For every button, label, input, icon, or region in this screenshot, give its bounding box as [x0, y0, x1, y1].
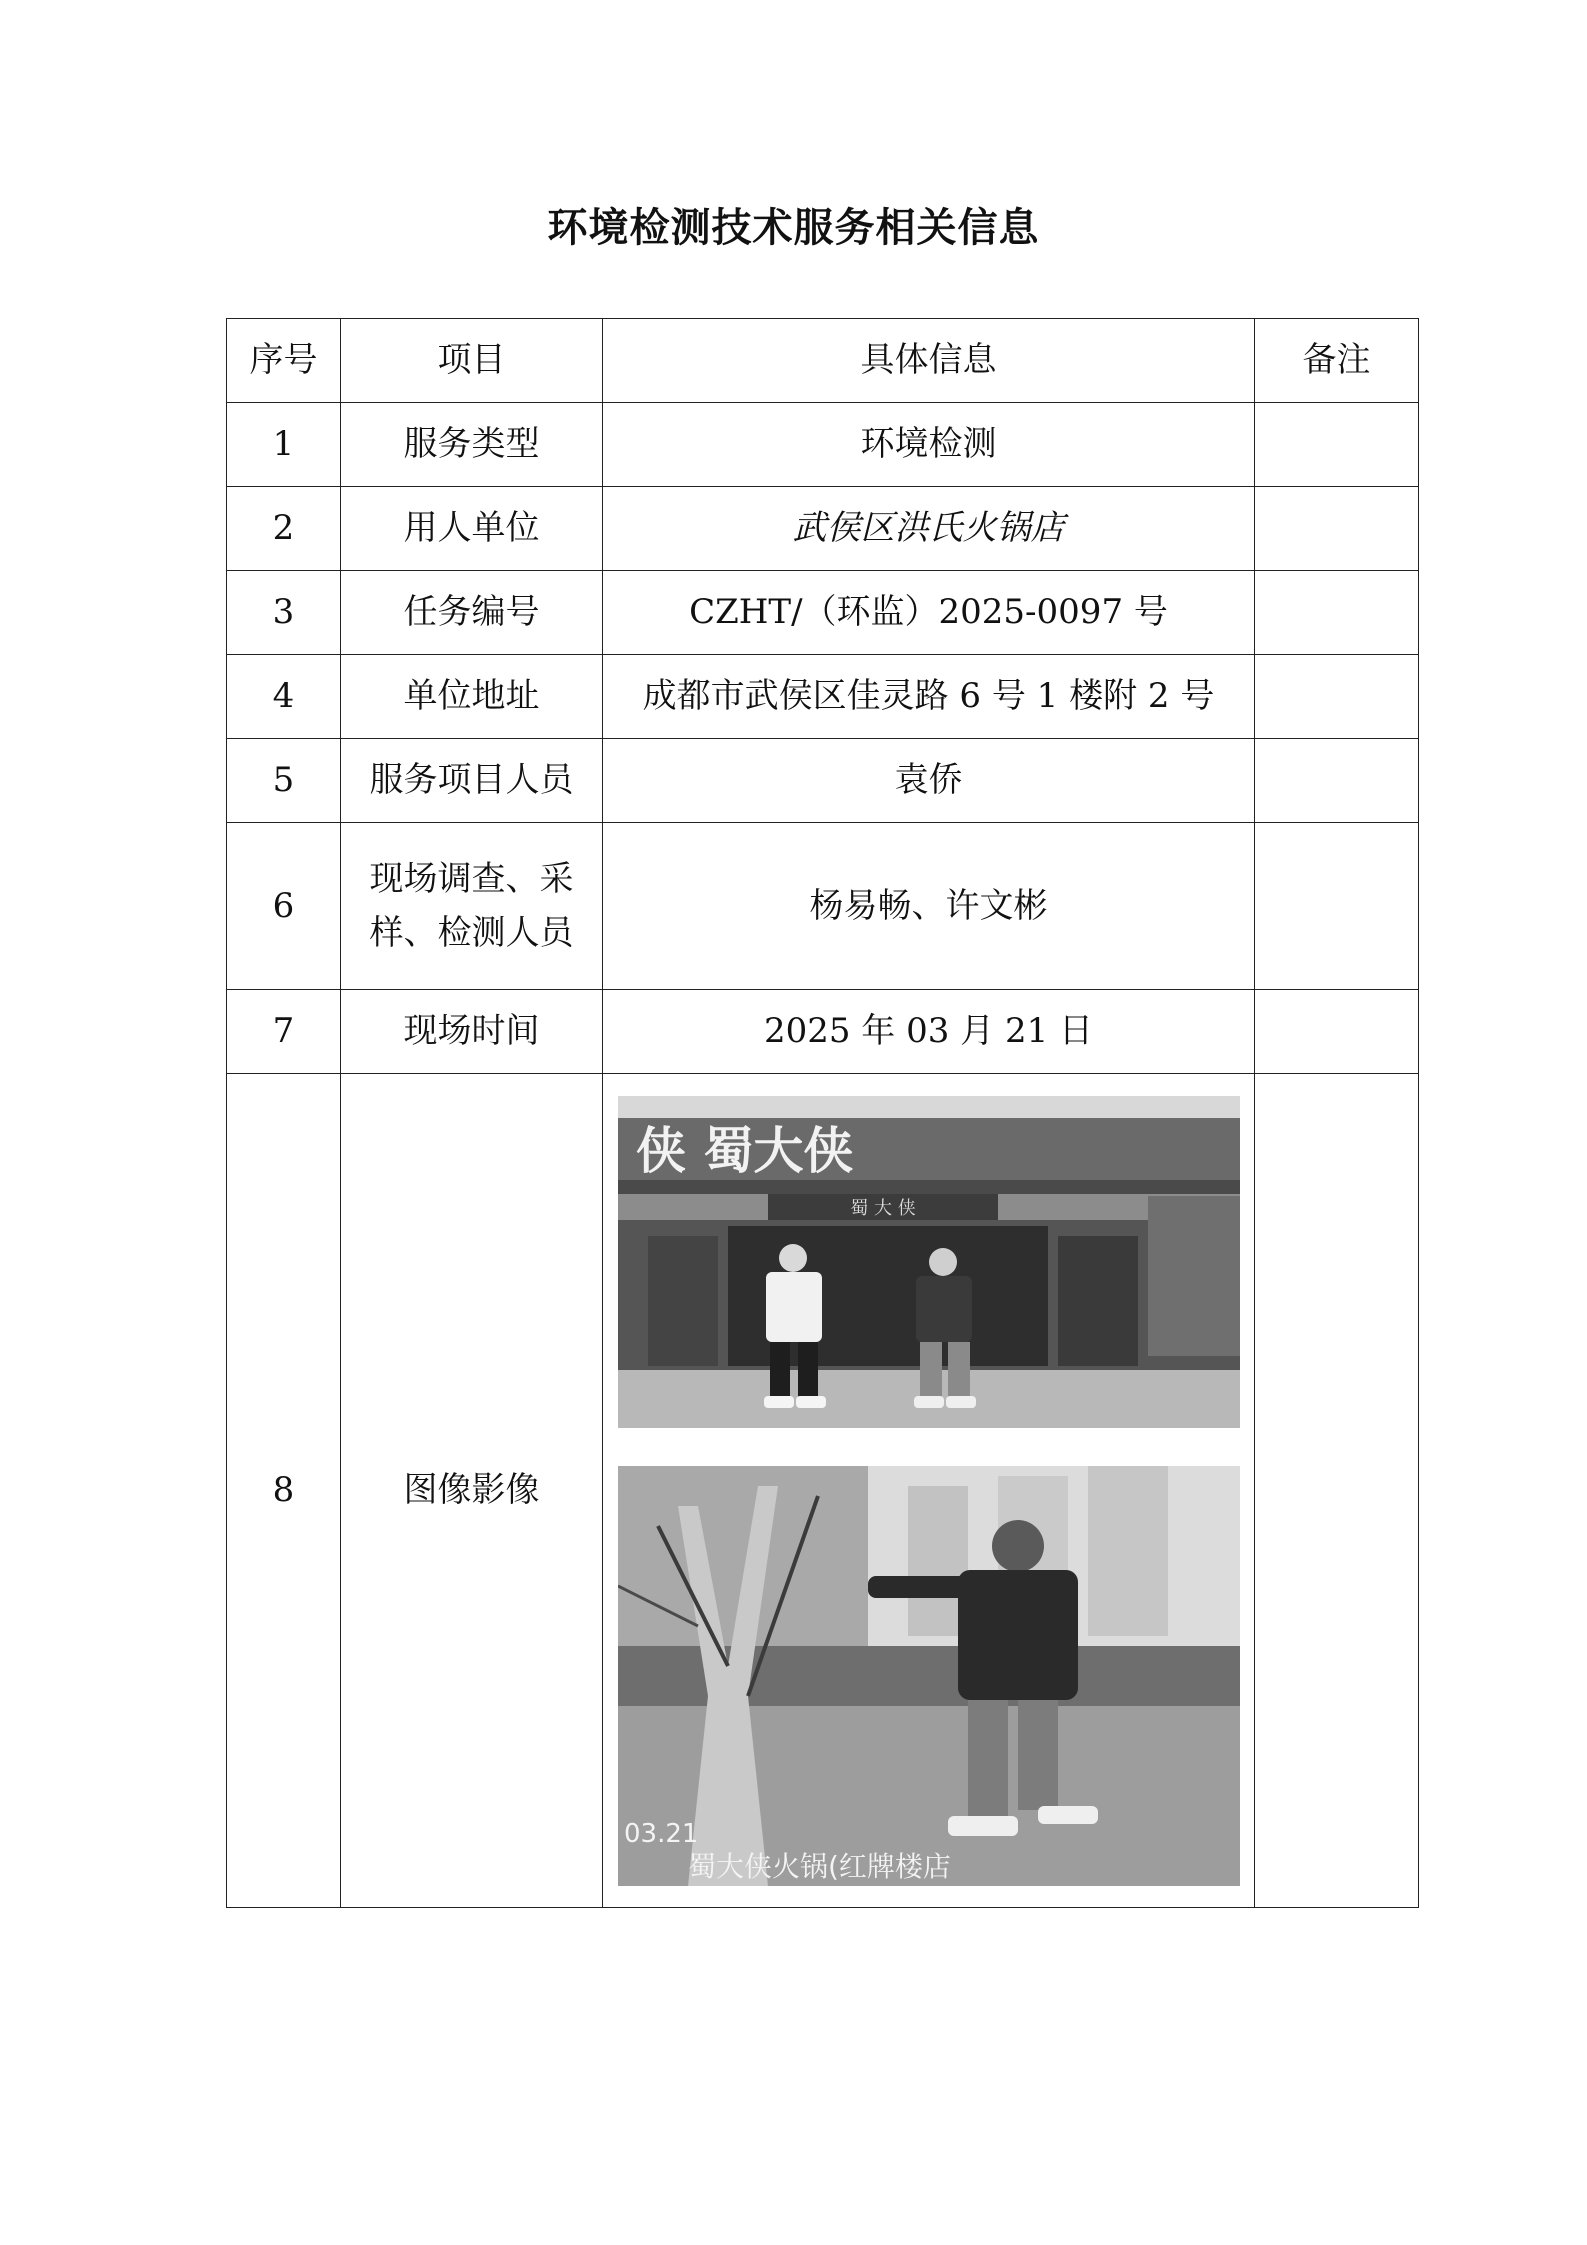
row-item: 任务编号	[341, 571, 603, 655]
row-remark	[1255, 823, 1419, 990]
row-info: 杨易畅、许文彬	[603, 823, 1255, 990]
row-item-line2: 样、检测人员	[369, 913, 574, 953]
row-item: 服务项目人员	[341, 739, 603, 823]
row-info: 环境检测	[603, 403, 1255, 487]
row-no: 2	[227, 487, 341, 571]
row-item: 单位地址	[341, 655, 603, 739]
row-item: 用人单位	[341, 487, 603, 571]
row-info: 武侯区洪氏火锅店	[603, 487, 1255, 571]
row-remark	[1255, 403, 1419, 487]
header-remark: 备注	[1255, 319, 1419, 403]
row-no: 1	[227, 403, 341, 487]
storefront-photo	[618, 1096, 1240, 1428]
row-remark	[1255, 487, 1419, 571]
table-row	[227, 739, 1419, 823]
row-item-line1: 现场调查、采	[369, 858, 574, 899]
table-row	[227, 403, 1419, 487]
table-row	[227, 990, 1419, 1074]
row-item	[341, 823, 603, 990]
row-remark	[1255, 655, 1419, 739]
sampling-photo	[618, 1466, 1240, 1886]
row-item: 现场时间	[341, 990, 603, 1074]
row-item: 服务类型	[341, 403, 603, 487]
photo-timestamp: 03.21	[623, 1818, 698, 1849]
table-row	[227, 823, 1419, 990]
row-no: 3	[227, 571, 341, 655]
sign-text: 侠 蜀大侠	[635, 1121, 853, 1180]
row-remark	[1255, 571, 1419, 655]
row-remark	[1255, 1074, 1419, 1908]
subsign-text: 蜀 大 侠	[849, 1197, 916, 1219]
document-title: 环境检测技术服务相关信息	[547, 205, 1040, 251]
header-no: 序号	[227, 319, 341, 403]
row-no: 8	[227, 1074, 341, 1908]
row-info-photos	[603, 1074, 1255, 1908]
header-item: 项目	[341, 319, 603, 403]
row-remark	[1255, 990, 1419, 1074]
row-info: CZHT/（环监）2025-0097 号	[603, 571, 1255, 655]
photo-caption: 蜀大侠火锅(红牌楼店	[687, 1849, 951, 1883]
table-row	[227, 655, 1419, 739]
row-remark	[1255, 739, 1419, 823]
row-info: 2025 年 03 月 21 日	[603, 990, 1255, 1074]
info-table	[226, 318, 1419, 1908]
row-no: 4	[227, 655, 341, 739]
table-header-row	[227, 319, 1419, 403]
table-row	[227, 1074, 1419, 1908]
table-row	[227, 571, 1419, 655]
table-row	[227, 487, 1419, 571]
row-no: 6	[227, 823, 341, 990]
row-no: 5	[227, 739, 341, 823]
row-info: 成都市武侯区佳灵路 6 号 1 楼附 2 号	[603, 655, 1255, 739]
row-info: 袁侨	[603, 739, 1255, 823]
header-info: 具体信息	[603, 319, 1255, 403]
row-item: 图像影像	[341, 1074, 603, 1908]
row-no: 7	[227, 990, 341, 1074]
